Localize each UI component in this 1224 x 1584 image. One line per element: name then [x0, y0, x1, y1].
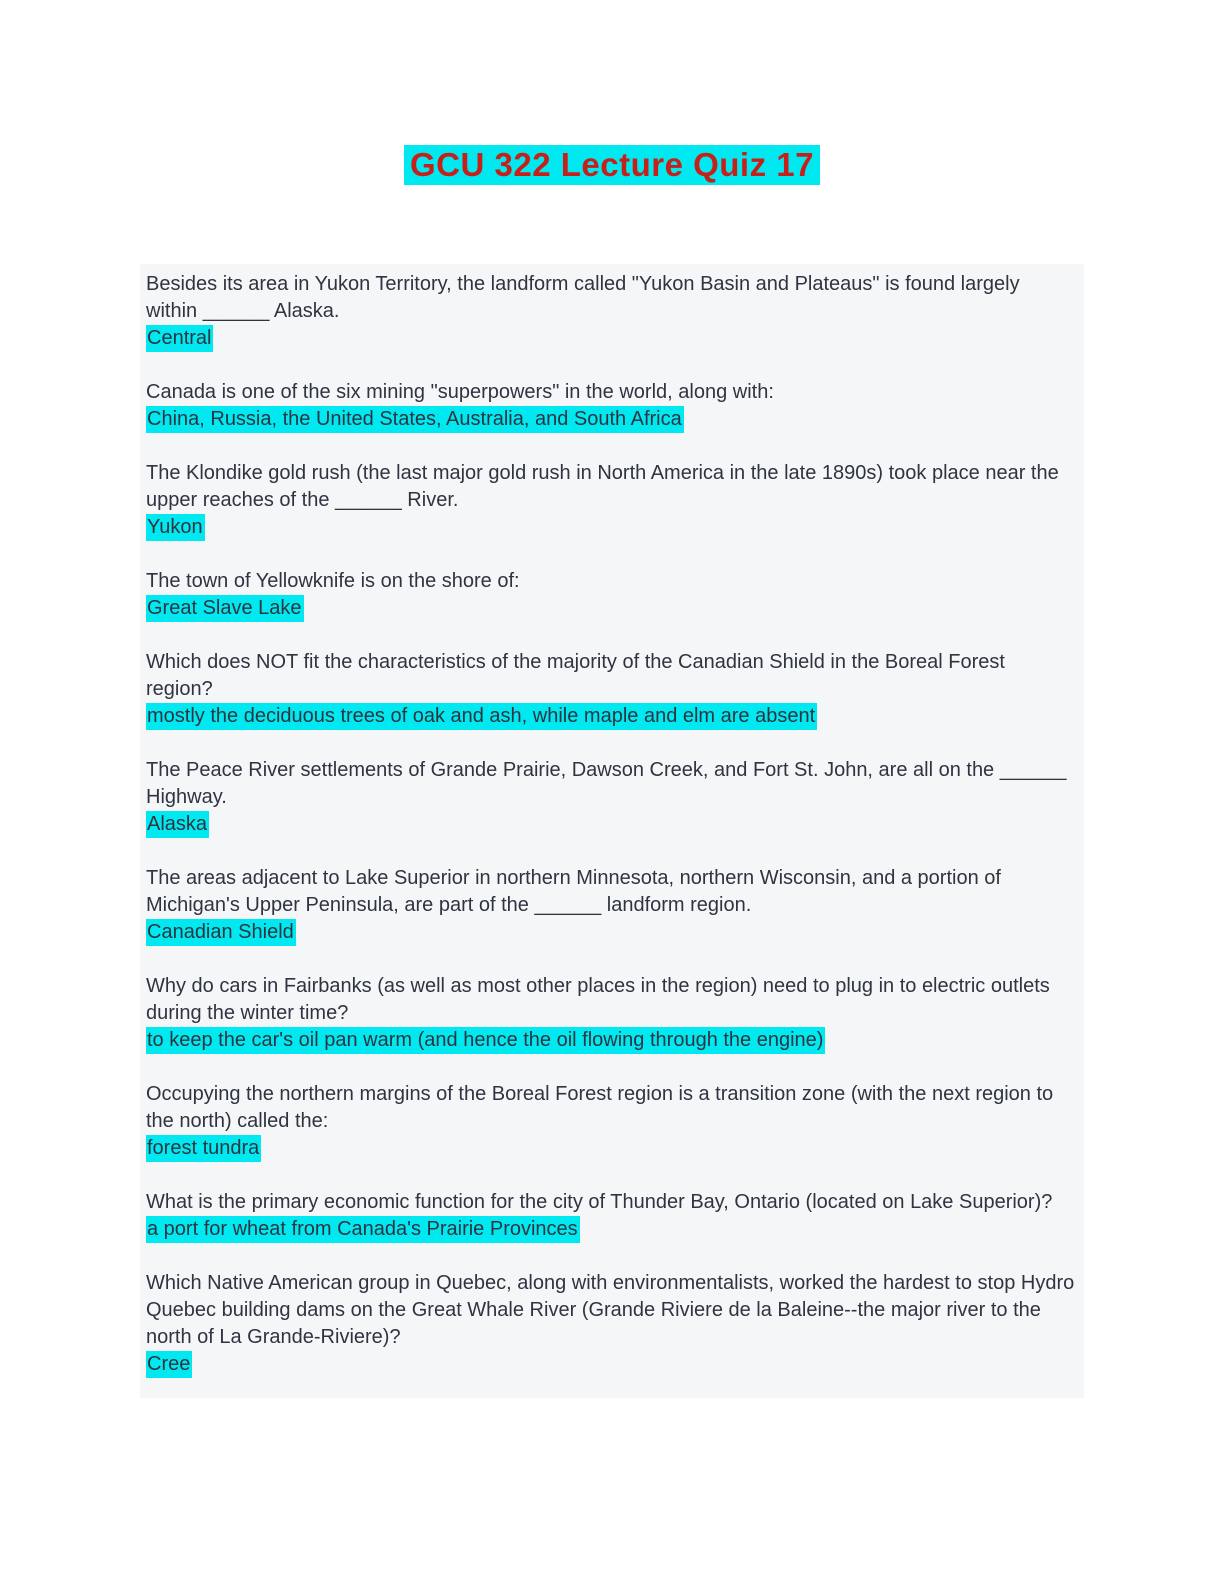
answer-line — [146, 514, 1076, 541]
question-text: Which does NOT fit the characteristics of the majority of the Canadian Shield in the Boreal Forest region? — [146, 651, 1005, 700]
answer-line — [146, 1216, 1076, 1243]
answer-line — [146, 595, 1076, 622]
answer-text: to keep the car's oil pan warm (and hence the oil flowing through the engine) — [146, 1027, 825, 1054]
qa-block — [146, 865, 1076, 946]
quiz-content-panel — [140, 264, 1084, 1398]
qa-block — [146, 379, 1076, 433]
question-text: Occupying the northern margins of the Boreal Forest region is a transition zone (with the next region to the north) called the: — [146, 1083, 1054, 1132]
qa-block — [146, 757, 1076, 838]
question-text: Canada is one of the six mining "superpowers" in the world, along with: — [146, 381, 774, 403]
answer-text: Central — [146, 325, 213, 352]
page-title: GCU 322 Lecture Quiz 17 — [404, 145, 820, 185]
qa-block — [146, 460, 1076, 541]
answer-text: Yukon — [146, 514, 205, 541]
answer-text: a port for wheat from Canada's Prairie Provinces — [146, 1216, 580, 1243]
qa-block — [146, 1270, 1076, 1378]
answer-text: Alaska — [146, 811, 209, 838]
question-text: The town of Yellowknife is on the shore of: — [146, 570, 520, 592]
qa-block — [146, 271, 1076, 352]
answer-text: Canadian Shield — [146, 919, 296, 946]
question-text: What is the primary economic function for the city of Thunder Bay, Ontario (located on Lake Superior)? — [146, 1191, 1053, 1213]
answer-text: Great Slave Lake — [146, 595, 304, 622]
answer-line — [146, 406, 1076, 433]
answer-line — [146, 1027, 1076, 1054]
answer-text: forest tundra — [146, 1135, 261, 1162]
answer-line — [146, 325, 1076, 352]
answer-line — [146, 1135, 1076, 1162]
qa-block — [146, 973, 1076, 1054]
answer-line — [146, 703, 1076, 730]
answer-text: mostly the deciduous trees of oak and ash, while maple and elm are absent — [146, 703, 817, 730]
answer-line — [146, 1351, 1076, 1378]
qa-block — [146, 649, 1076, 730]
question-text: Which Native American group in Quebec, along with environmentalists, worked the hardest to stop Hydro Quebec building dams on the Great Whale River (Grande Riviere de la Baleine--the major river to the north of La Grande-Riviere)? — [146, 1272, 1075, 1348]
answer-text: Cree — [146, 1351, 192, 1378]
qa-block — [146, 1189, 1076, 1243]
answer-line — [146, 919, 1076, 946]
answer-text: China, Russia, the United States, Australia, and South Africa — [146, 406, 684, 433]
qa-block — [146, 568, 1076, 622]
question-text: The areas adjacent to Lake Superior in northern Minnesota, northern Wisconsin, and a portion of Michigan's Upper Peninsula, are part of the ______ landform region. — [146, 867, 1001, 916]
answer-line — [146, 811, 1076, 838]
question-text: The Peace River settlements of Grande Prairie, Dawson Creek, and Fort St. John, are all on the ______ Highway. — [146, 759, 1067, 808]
page-title-row — [0, 0, 1224, 185]
qa-block — [146, 1081, 1076, 1162]
question-text: The Klondike gold rush (the last major gold rush in North America in the late 1890s) took place near the upper reaches of the ______ River. — [146, 462, 1059, 511]
question-text: Why do cars in Fairbanks (as well as most other places in the region) need to plug in to electric outlets during the winter time? — [146, 975, 1050, 1024]
question-text: Besides its area in Yukon Territory, the landform called "Yukon Basin and Plateaus" is found largely within ______ Alaska. — [146, 273, 1020, 322]
